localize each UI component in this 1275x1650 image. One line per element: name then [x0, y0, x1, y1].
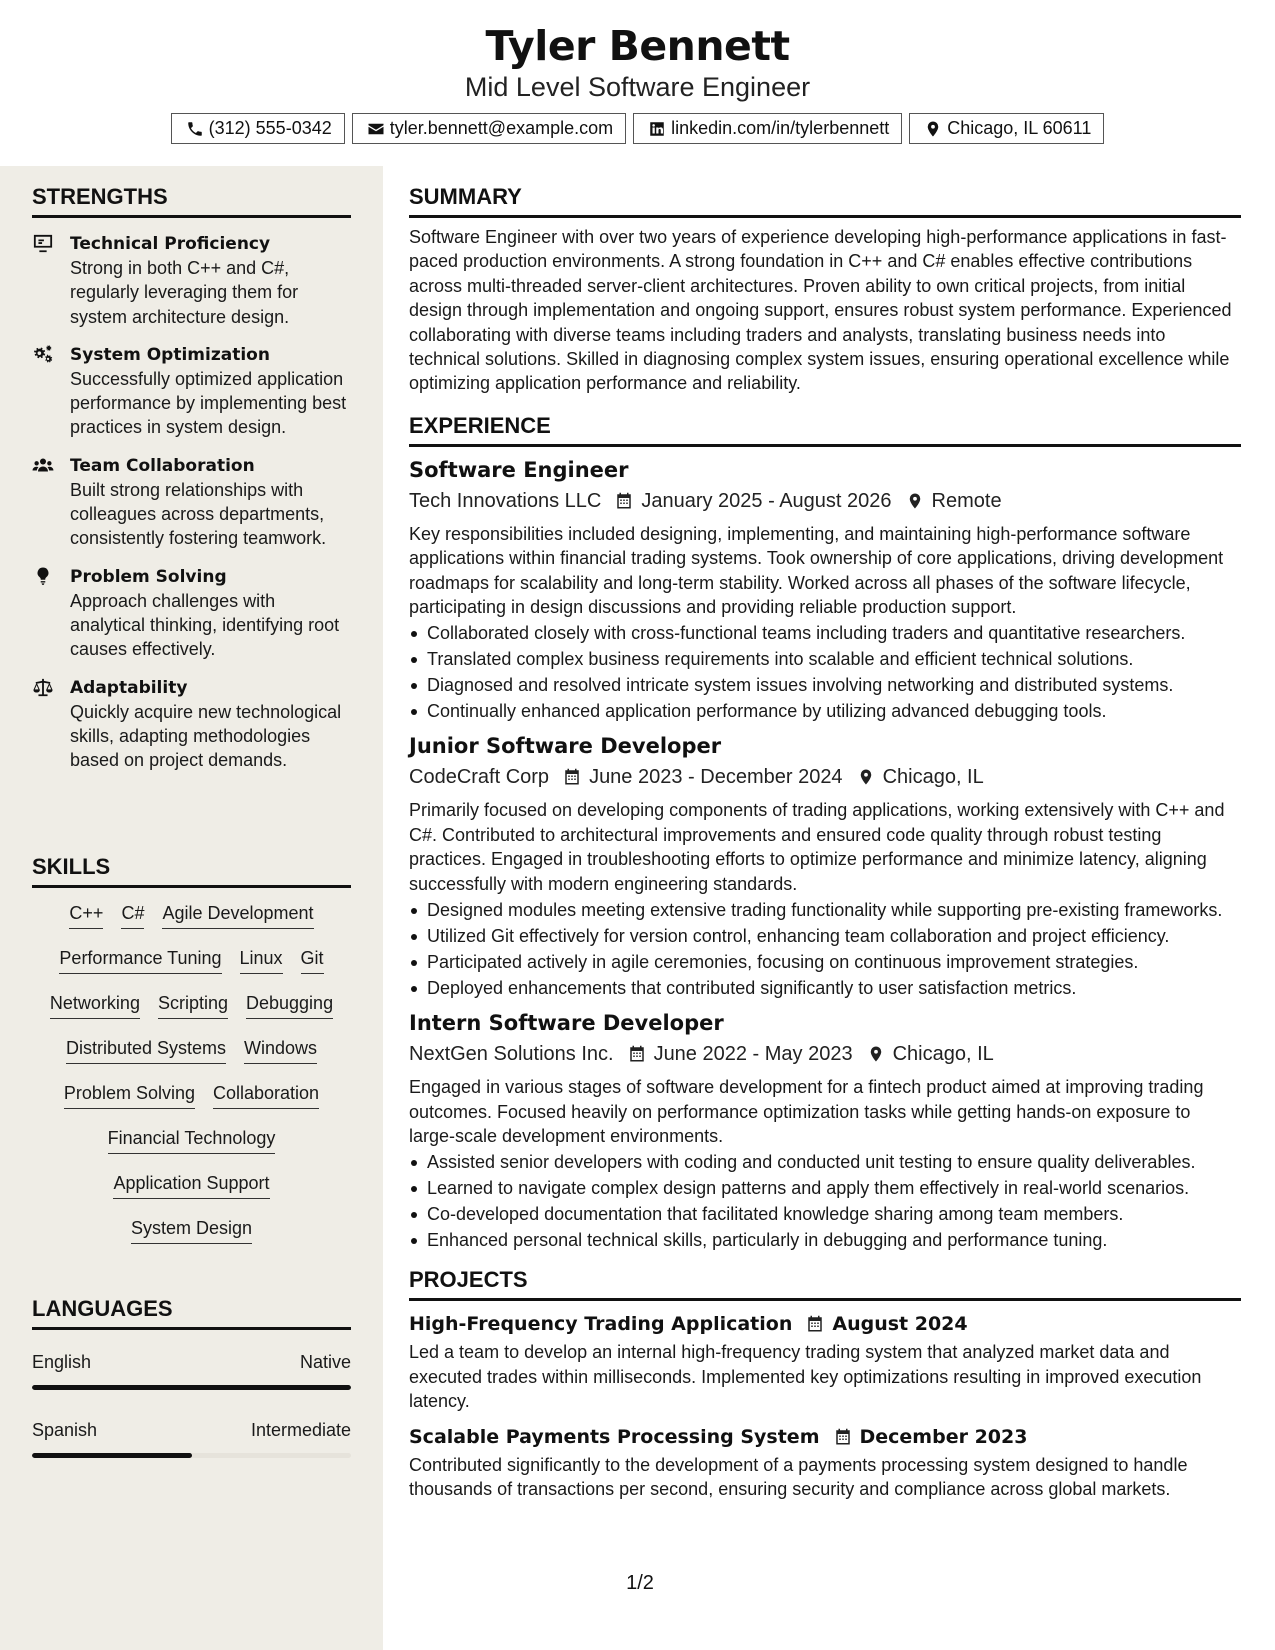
skill-tag: Distributed Systems: [66, 1037, 226, 1064]
skill-tag: Scripting: [158, 992, 228, 1019]
skill-row: [32, 1082, 351, 1127]
job-dates: June 2022 - May 2023: [653, 1043, 853, 1066]
job-entry: [409, 456, 1241, 724]
job-bullet: Learned to navigate complex design patterns and apply them effectively in real-world scenarios.: [409, 1176, 1241, 1200]
project-entry: [409, 1424, 1241, 1502]
projects-section: [409, 1267, 1241, 1501]
job-meta: [409, 763, 1241, 791]
job-meta: [409, 487, 1241, 515]
job-list: [409, 456, 1241, 1252]
project-entry: [409, 1311, 1241, 1413]
job-bullet: Participated actively in agile ceremonies, focusing on continuous improvement strategies.: [409, 950, 1241, 974]
strength-title: Problem Solving: [70, 566, 227, 587]
job-bullet: Deployed enhancements that contributed significantly to user satisfaction metrics.: [409, 976, 1241, 1000]
skills-list: [32, 902, 351, 1262]
skill-row: [32, 1127, 351, 1172]
skill-tag: C++: [69, 902, 103, 929]
languages-section: [32, 1296, 351, 1458]
skill-row: [32, 947, 351, 992]
contact-location: [909, 113, 1104, 144]
project-header: [409, 1424, 1241, 1450]
project-title: High-Frequency Trading Application: [409, 1313, 793, 1336]
languages-title: LANGUAGES: [32, 1296, 351, 1330]
strengths-title: STRENGTHS: [32, 184, 351, 218]
job-dates: June 2023 - December 2024: [589, 766, 843, 789]
job-bullet: Designed modules meeting extensive trading functionality while supporting pre-existing frameworks.: [409, 898, 1241, 922]
skill-tag: C#: [121, 902, 144, 929]
contact-bar: [0, 113, 1275, 144]
contact-linkedin[interactable]: [633, 113, 902, 144]
strength-desc: Approach challenges with analytical thinking, identifying root causes effectively.: [70, 590, 340, 660]
project-title: Scalable Payments Processing System: [409, 1425, 820, 1448]
project-date: December 2023: [859, 1425, 1028, 1448]
job-location: Remote: [931, 489, 1002, 512]
strength-item: [32, 454, 351, 551]
contact-phone-text: (312) 555-0342: [208, 118, 332, 138]
job-company: Tech Innovations LLC: [409, 489, 602, 512]
strength-title: Team Collaboration: [70, 455, 255, 476]
skill-tag: Networking: [50, 992, 140, 1019]
candidate-role: Mid Level Software Engineer: [464, 72, 811, 102]
job-bullet: Co-developed documentation that facilitated knowledge sharing among team members.: [409, 1202, 1241, 1226]
job-company: NextGen Solutions Inc.: [409, 1043, 614, 1066]
skills-title: SKILLS: [32, 854, 351, 888]
job-description: Engaged in various stages of software development for a fintech product aimed at improving trading outcomes. Focused heavily on performance optimization tasks while getting hands-on exposure to large-scale development environments.: [409, 1077, 1204, 1146]
project-list: [409, 1311, 1241, 1501]
skill-row: [32, 1172, 351, 1217]
job-dates: January 2025 - August 2026: [641, 489, 892, 512]
strength-desc: Quickly acquire new technological skills, adapting methodologies based on project demands.: [70, 701, 342, 771]
map-pin-icon: [906, 492, 924, 510]
strength-item: [32, 343, 351, 440]
calendar-icon: [615, 492, 633, 510]
map-pin-icon: [857, 768, 875, 786]
job-bullets: [409, 1150, 1241, 1252]
language-name: Spanish: [32, 1420, 98, 1440]
monitor-icon: [32, 234, 54, 254]
language-proficiency-bar: [32, 1453, 351, 1458]
envelope-icon: [367, 120, 385, 138]
resume-header: [0, 0, 1275, 166]
experience-section: [409, 413, 1241, 1252]
language-proficiency-bar: [32, 1385, 351, 1390]
language-name: English: [32, 1352, 92, 1372]
job-company: CodeCraft Corp: [409, 766, 550, 789]
skill-tag: Git: [301, 947, 324, 974]
job-entry: [409, 1009, 1241, 1252]
job-location: Chicago, IL: [892, 1043, 994, 1066]
job-location: Chicago, IL: [882, 766, 984, 789]
strength-title: System Optimization: [70, 344, 270, 365]
job-bullets: [409, 898, 1241, 1000]
strength-desc: Built strong relationships with colleagues across departments, consistently fostering teamwork.: [70, 479, 327, 549]
summary-title: SUMMARY: [409, 184, 1241, 218]
job-description: Key responsibilities included designing, implementing, and maintaining high-performance software applications within financial trading systems. Took ownership of core applications, driving development roadmaps for scalability and long-term stability. Worked across all phases of the software lifecycle, participating in design discussions and providing reliable production support.: [409, 523, 1224, 618]
candidate-name: Tyler Bennett: [485, 22, 790, 70]
map-pin-icon: [924, 120, 942, 138]
job-bullet: Collaborated closely with cross-functional teams including traders and quantitative researchers.: [409, 621, 1241, 645]
project-description: Led a team to develop an internal high-frequency trading system that analyzed market data and executed trades within milliseconds. Implemented key optimizations resulting in improved execution latency.: [409, 1342, 1202, 1412]
job-bullet: Enhanced personal technical skills, particularly in debugging and performance tuning.: [409, 1228, 1241, 1252]
skill-row: [32, 1037, 351, 1082]
contact-phone[interactable]: [171, 113, 345, 144]
skill-tag: Collaboration: [213, 1082, 319, 1109]
users-icon: [32, 456, 54, 476]
job-bullets: [409, 621, 1241, 723]
contact-email[interactable]: [352, 113, 626, 144]
job-bullet: Continually enhanced application performance by utilizing advanced debugging tools.: [409, 699, 1241, 723]
strengths-section: [32, 184, 351, 772]
skill-row: [32, 902, 351, 947]
contact-location-text: Chicago, IL 60611: [947, 118, 1092, 138]
project-header: [409, 1311, 1241, 1337]
main-content: [409, 166, 1241, 1501]
job-bullet: Diagnosed and resolved intricate system issues involving networking and distributed systems.: [409, 673, 1241, 697]
linkedin-icon: [648, 120, 666, 138]
language-proficiency-fill: [32, 1453, 192, 1458]
skill-tag: System Design: [131, 1217, 252, 1244]
skill-tag: Application Support: [113, 1172, 269, 1199]
skill-tag: Linux: [240, 947, 283, 974]
skill-tag: Problem Solving: [64, 1082, 195, 1109]
balance-scale-icon: [32, 678, 54, 698]
job-meta: [409, 1040, 1241, 1068]
phone-icon: [186, 120, 204, 138]
language-level: Intermediate: [250, 1420, 351, 1440]
job-bullet: Utilized Git effectively for version control, enhancing team collaboration and project efficiency.: [409, 924, 1241, 948]
job-title: Intern Software Developer: [409, 1011, 724, 1036]
strength-item: [32, 232, 351, 329]
skill-tag: Debugging: [246, 992, 333, 1019]
strength-title: Adaptability: [70, 677, 188, 698]
strength-title: Technical Proficiency: [70, 234, 271, 254]
job-title: Junior Software Developer: [409, 734, 722, 759]
projects-title: PROJECTS: [409, 1267, 1241, 1301]
project-description: Contributed significantly to the development of a payments processing system designed to handle thousands of transactions per second, ensuring security and compliance across global markets.: [409, 1454, 1188, 1499]
calendar-icon: [628, 1045, 646, 1063]
calendar-icon: [563, 768, 581, 786]
gears-icon: [32, 345, 54, 365]
job-bullet: Assisted senior developers with coding and conducted unit testing to ensure quality deliverables.: [409, 1150, 1241, 1174]
skill-row: [32, 992, 351, 1037]
language-proficiency-fill: [32, 1385, 351, 1390]
project-date: August 2024: [832, 1313, 968, 1336]
skill-row: [32, 1217, 351, 1262]
language-level: Native: [299, 1352, 351, 1372]
summary-text: Software Engineer with over two years of experience developing high-performance applications in fast-paced production environments. A strong foundation in C++ and C# enables effective contributions across multi-threaded server-client architectures. Proven ability to own critical projects, from initial design through implementation and ongoing support, ensures robust system performance. Experienced collaborating with diverse teams including traders and analysts, translating business needs into technical solutions. Skilled in diagnosing complex system issues, ensuring operational excellence while optimizing application performance and reliability.: [409, 227, 1232, 394]
skill-tag: Windows: [244, 1037, 317, 1064]
calendar-icon: [806, 1315, 824, 1333]
strength-desc: Strong in both C++ and C#, regularly leveraging them for system architecture design.: [70, 258, 299, 327]
job-bullet: Translated complex business requirements into scalable and efficient technical solutions.: [409, 647, 1241, 671]
contact-email-text: tyler.bennett@example.com: [389, 118, 614, 138]
sidebar: [0, 166, 383, 1650]
summary-section: [409, 184, 1241, 396]
contact-linkedin-text: linkedin.com/in/tylerbennett: [671, 118, 890, 138]
skills-section: [32, 854, 351, 1262]
lightbulb-icon: [32, 567, 54, 587]
strength-desc: Successfully optimized application performance by implementing best practices in system design.: [70, 368, 347, 438]
strength-item: [32, 565, 351, 662]
strength-item: [32, 676, 351, 773]
skill-tag: Performance Tuning: [59, 947, 221, 974]
job-title: Software Engineer: [409, 457, 629, 482]
skill-tag: Agile Development: [162, 902, 313, 929]
map-pin-icon: [867, 1045, 885, 1063]
calendar-icon: [834, 1428, 852, 1446]
skill-tag: Financial Technology: [108, 1127, 276, 1154]
language-item: [32, 1420, 351, 1458]
language-item: [32, 1352, 351, 1390]
job-description: Primarily focused on developing components of trading applications, working extensively with C++ and C#. Contributed to architectural improvements and ensured code quality through robust testing practices. Engaged in troubleshooting efforts to optimize performance and minimize latency, aligning successfully with modern engineering standards.: [409, 800, 1225, 894]
page-number: 1/2: [626, 1572, 654, 1594]
experience-title: EXPERIENCE: [409, 413, 1241, 447]
job-entry: [409, 732, 1241, 1000]
